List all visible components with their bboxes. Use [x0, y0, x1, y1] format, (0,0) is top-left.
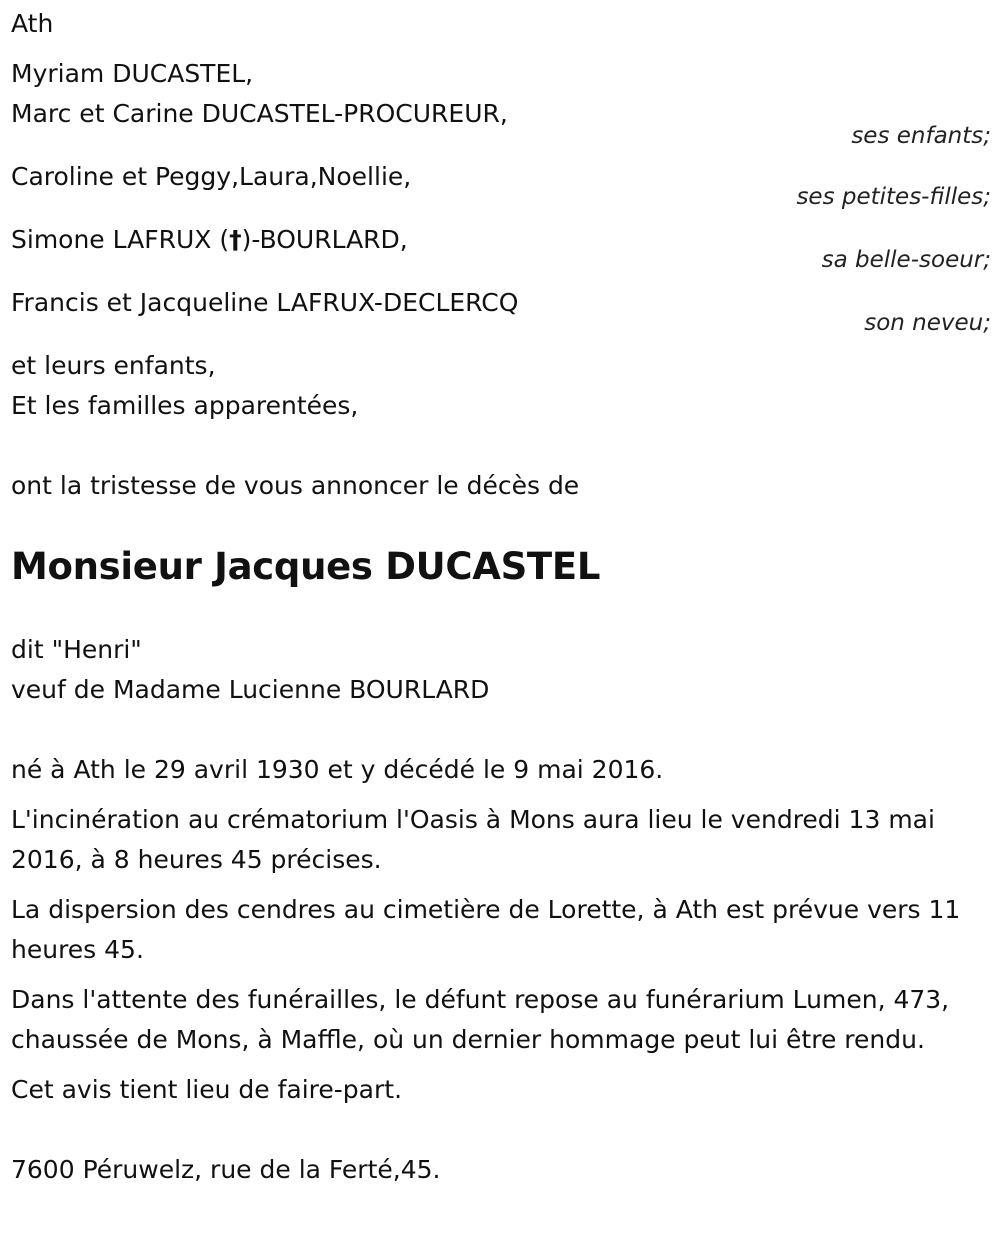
- child-name-1: Myriam DUCASTEL,: [11, 59, 254, 88]
- sister-in-law-name-end: )-BOURLARD,: [241, 225, 408, 254]
- cross-icon: †: [229, 225, 242, 254]
- notice-text: Cet avis tient lieu de faire-part.: [11, 1075, 403, 1104]
- birth-death-text: né à Ath le 29 avril 1930 et y décédé le 9 mai 2016.: [11, 755, 664, 784]
- grandchildren-names: Caroline et Peggy,Laura,Noellie,: [11, 162, 412, 191]
- funeral-home-text: Dans l'attente des funérailles, le défunt repose au funérarium Lumen, 473, chaussée de Mons, à Maffle, où un dernier hommage peut lui être rendu.: [11, 985, 950, 1054]
- children-group: [11, 54, 991, 149]
- deceased-widower-of: veuf de Madame Lucienne BOURLARD: [11, 675, 490, 704]
- cremation-text: L'incinération au crématorium l'Oasis à Mons aura lieu le vendredi 13 mai 2016, à 8 heures 45 précises.: [11, 805, 935, 874]
- child-name-2: Marc et Carine DUCASTEL-PROCUREUR,: [11, 99, 508, 128]
- others-group: [11, 346, 991, 426]
- location-text: Ath: [11, 9, 54, 38]
- children-role: ses enfants;: [851, 123, 991, 149]
- others-line-1: et leurs enfants,: [11, 351, 216, 380]
- nephew-group: [11, 283, 991, 336]
- grandchildren-role: ses petites-filles;: [796, 184, 991, 210]
- deceased-nickname: dit "Henri": [11, 635, 142, 664]
- sister-in-law-role: sa belle-soeur;: [821, 247, 991, 273]
- sister-in-law-name-start: Simone LAFRUX (: [11, 225, 230, 254]
- grandchildren-group: [11, 157, 991, 210]
- address-text: 7600 Péruwelz, rue de la Ferté,45.: [11, 1155, 441, 1184]
- dispersion-text: La dispersion des cendres au cimetière de Lorette, à Ath est prévue vers 11 heures 45.: [11, 895, 961, 964]
- deceased-name: Monsieur Jacques DUCASTEL: [11, 545, 601, 588]
- announcement-text: ont la tristesse de vous annoncer le décès de: [11, 471, 580, 500]
- sister-in-law-group: [11, 220, 991, 273]
- others-line-2: Et les familles apparentées,: [11, 391, 359, 420]
- deceased-info: [11, 630, 991, 710]
- obituary-notice: [11, 4, 991, 1190]
- nephew-role: son neveu;: [864, 310, 991, 336]
- nephew-name: Francis et Jacqueline LAFRUX-DECLERCQ: [11, 288, 519, 317]
